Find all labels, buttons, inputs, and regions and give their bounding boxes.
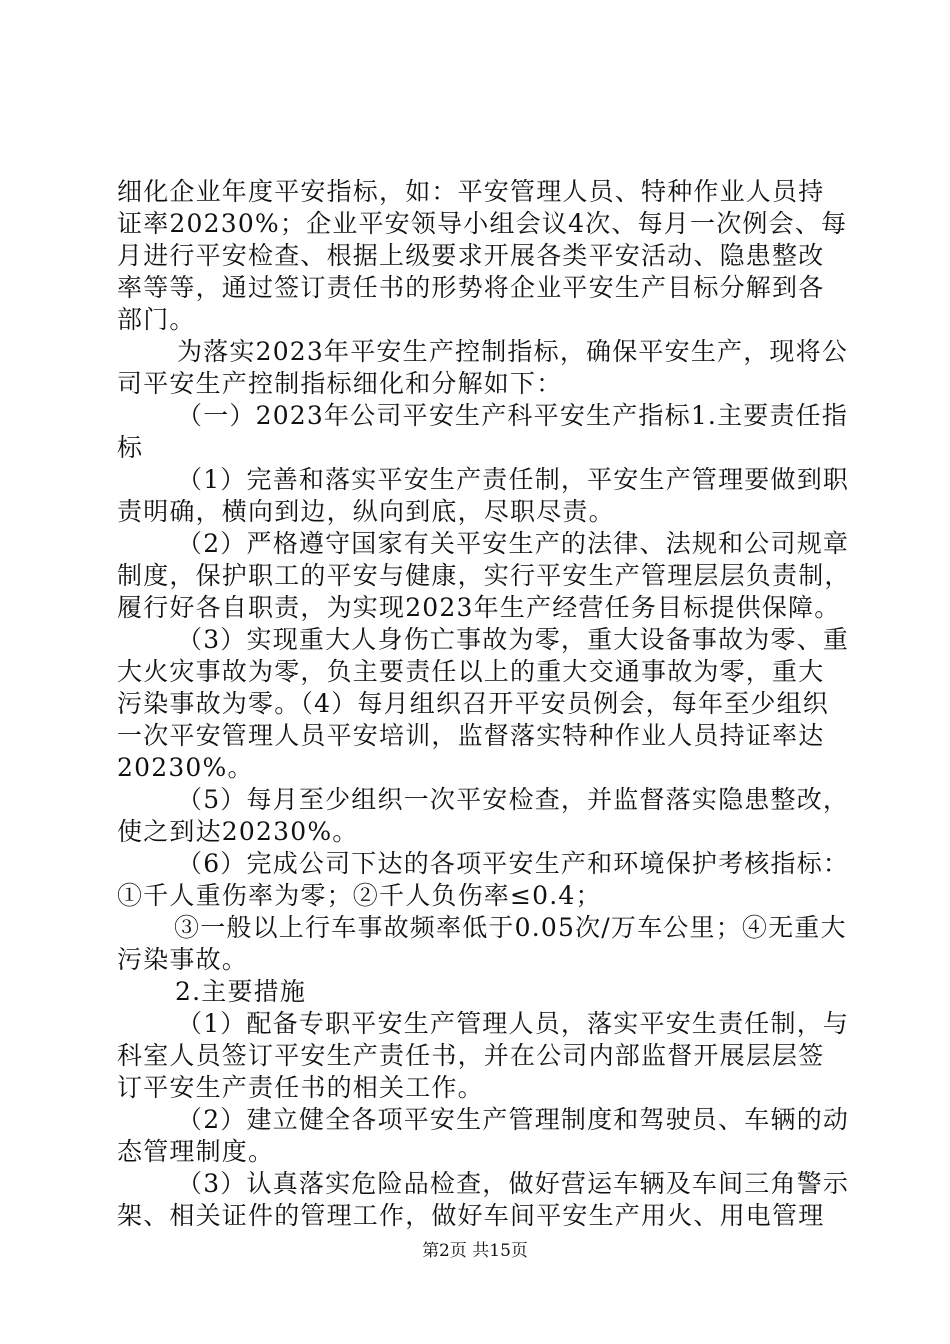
body-line: （2）建立健全各项平安生产管理制度和驾驶员、车辆的动	[177, 1105, 850, 1134]
body-line: （2）严格遵守国家有关平安生产的法律、法规和公司规章	[177, 529, 850, 558]
page-number-footer: 第2页 共15页	[422, 1241, 528, 1261]
body-line: 使之到达20230%。	[117, 817, 359, 846]
body-line: （1）完善和落实平安生产责任制，平安生产管理要做到职	[177, 465, 850, 494]
body-line: （3）认真落实危险品检查，做好营运车辆及车间三角警示	[177, 1169, 850, 1198]
body-line: 月进行平安检查、根据上级要求开展各类平安活动、隐患整改	[117, 241, 825, 270]
body-line: 一次平安管理人员平安培训，监督落实特种作业人员持证率达	[117, 721, 825, 750]
body-line: 态管理制度。	[117, 1137, 275, 1166]
body-line: ③一般以上行车事故频率低于0.05次/万车公里；④无重大	[174, 913, 847, 942]
body-line: 订平安生产责任书的相关工作。	[117, 1073, 484, 1102]
body-line: 制度，保护职工的平安与健康，实行平安生产管理层层负责制，	[117, 561, 851, 590]
body-line: 标	[117, 433, 144, 462]
body-line: 部门。	[117, 305, 196, 334]
body-line: （3）实现重大人身伤亡事故为零，重大设备事故为零、重	[177, 625, 850, 654]
body-line: 细化企业年度平安指标，如：平安管理人员、特种作业人员持	[117, 177, 825, 206]
body-line: 率等等，通过签订责任书的形势将企业平安生产目标分解到各	[117, 273, 825, 302]
body-line: 证率20230%；企业平安领导小组会议4次、每月一次例会、每	[117, 209, 848, 238]
body-line: 为落实2023年平安生产控制指标，确保平安生产，现将公	[177, 337, 849, 366]
body-line: 大火灾事故为零，负主要责任以上的重大交通事故为零，重大	[117, 657, 825, 686]
body-line: （1）配备专职平安生产管理人员，落实平安生责任制，与	[177, 1009, 850, 1038]
body-line: 责明确，横向到边，纵向到底，尽职尽责。	[117, 497, 615, 526]
body-line: 司平安生产控制指标细化和分解如下：	[117, 369, 563, 398]
body-line: 科室人员签订平安生产责任书，并在公司内部监督开展层层签	[117, 1041, 825, 1070]
body-line: 20230%。	[117, 753, 254, 782]
body-line: ①千人重伤率为零；②千人负伤率≤0.4；	[117, 881, 602, 910]
body-line: （6）完成公司下达的各项平安生产和环境保护考核指标：	[177, 849, 850, 878]
body-line: 污染事故为零。（4）每月组织召开平安员例会，每年至少组织	[117, 689, 830, 718]
body-line: 架、相关证件的管理工作，做好车间平安生产用火、用电管理	[117, 1201, 825, 1230]
body-line: （一）2023年公司平安生产科平安生产指标1.主要责任指	[177, 401, 849, 430]
body-line: （5）每月至少组织一次平安检查，并监督落实隐患整改，	[177, 785, 850, 814]
body-line: 2.主要措施	[175, 977, 307, 1006]
body-line: 履行好各自职责，为实现2023年生产经营任务目标提供保障。	[117, 593, 841, 622]
body-line: 污染事故。	[117, 945, 249, 974]
